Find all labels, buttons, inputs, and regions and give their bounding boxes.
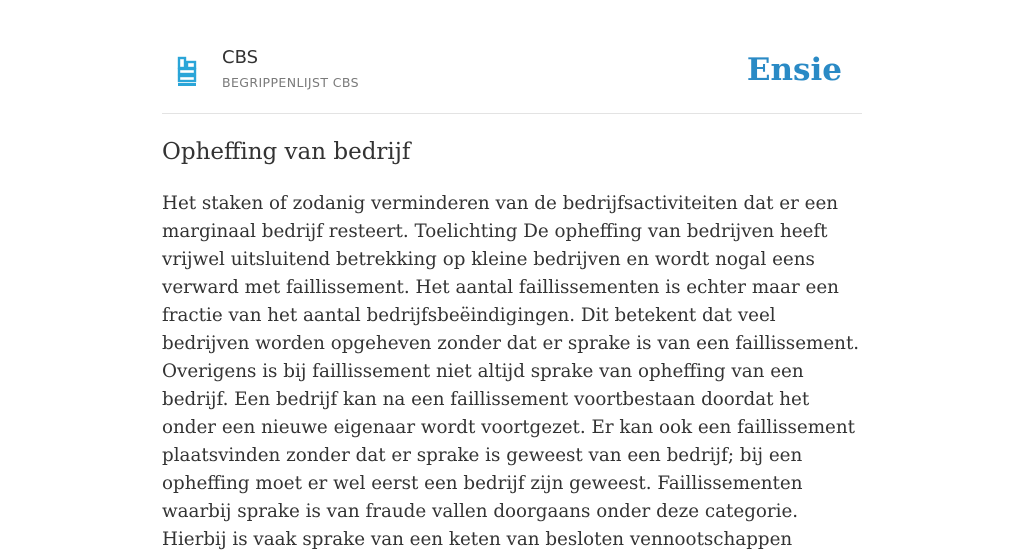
publisher-name[interactable]: CBS (222, 47, 259, 68)
publisher-subtitle[interactable]: BEGRIPPENLIJST CBS (222, 75, 359, 90)
cbs-logo-icon[interactable] (176, 56, 198, 88)
page-title: Opheffing van bedrijf (162, 139, 411, 165)
definition-text: Het staken of zodanig verminderen van de bedrijfsactiviteiten dat er een marginaal bedrijf resteert. Toelichting De opheffing van bedrijven heeft vrijwel uitsluitend betrekking op kleine bedrijven en wordt nogal eens verward met faillissement. Het aantal faillissementen is echter maar een fractie van het aantal bedrijfsbeëindigingen. Dit betekent dat veel bedrijven worden opgeheven zonder dat er sprake is van een faillissement. Overigens is bij faillissement niet altijd sprake van opheffing van een bedrijf. Een bedrijf kan na een faillissement voortbestaan doordat het onder een nieuwe eigenaar wordt voortgezet. Er kan ook een faillissement plaatsvinden zonder dat er sprake is geweest van een bedrijf; bij een opheffing moet er wel eerst een bedrijf zijn geweest. Faillissementen waarbij sprake is van fraude vallen doorgaans onder deze categorie. Hierbij is vaak sprake van een keten van besloten vennootschappen (162, 193, 860, 550)
content-container (162, 0, 862, 550)
ensie-logo[interactable]: Ensie (746, 52, 842, 88)
header (162, 0, 862, 114)
